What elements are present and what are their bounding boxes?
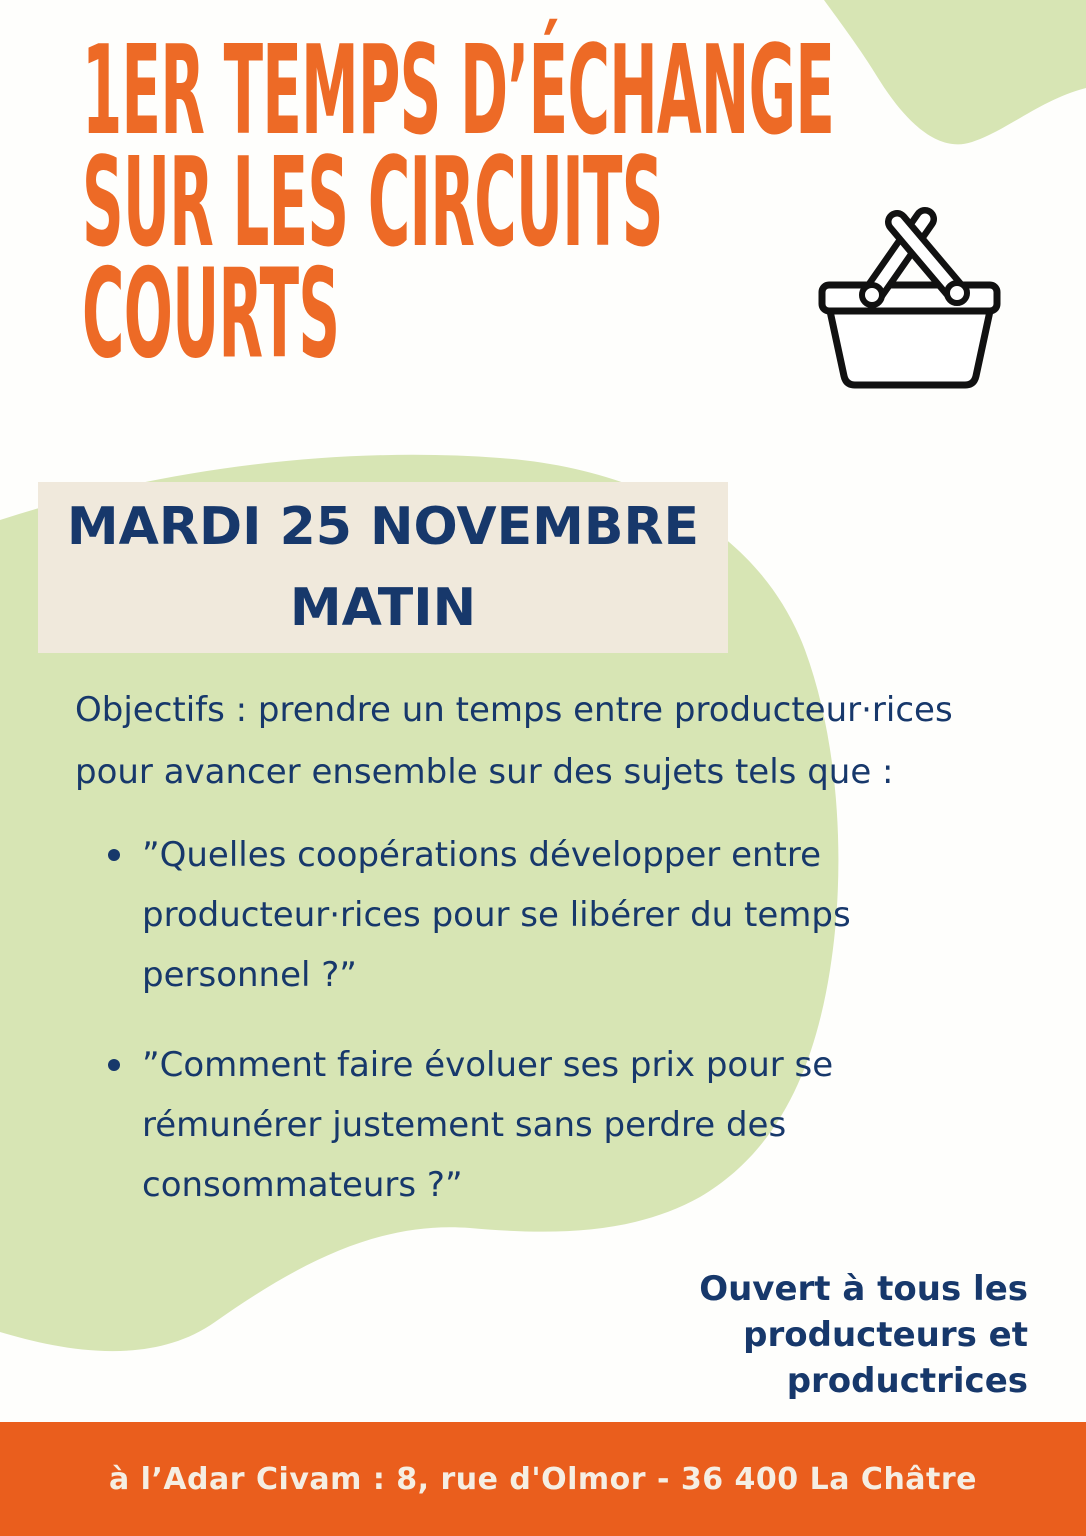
audience-line: Ouvert à tous les bbox=[699, 1269, 1028, 1309]
page-title-line: COURTS bbox=[82, 243, 340, 387]
topic-line: ”Quelles coopérations développer entre bbox=[142, 835, 822, 875]
page-title-line: SUR LES CIRCUITS bbox=[82, 131, 663, 276]
date-line-1: MARDI 25 NOVEMBRE bbox=[66, 496, 700, 557]
topic-line: producteur·rices pour se libérer du temps bbox=[142, 895, 851, 935]
topic-line: consommateurs ?” bbox=[142, 1165, 463, 1205]
topics-list bbox=[108, 825, 968, 1245]
page-title-line: 1ER TEMPS D’ÉCHANGE bbox=[82, 20, 835, 164]
objectives-text bbox=[75, 679, 953, 803]
audience-line: productrices bbox=[786, 1361, 1028, 1401]
audience-line: producteurs et bbox=[743, 1315, 1028, 1355]
topic-item bbox=[108, 1035, 968, 1215]
topic-line: personnel ?” bbox=[142, 955, 357, 995]
date-line-2: MATIN bbox=[289, 577, 477, 638]
page-title bbox=[82, 20, 835, 387]
green-blob-top-right bbox=[824, 0, 1086, 144]
footer-bar bbox=[0, 1422, 1086, 1536]
objectives-line: pour avancer ensemble sur des sujets tels que : bbox=[75, 752, 894, 792]
objectives-line: Objectifs : prendre un temps entre producteur·rices bbox=[75, 690, 953, 730]
date-banner bbox=[38, 482, 728, 653]
venue-address: à l’Adar Civam : 8, rue d'Olmor - 36 400 La Châtre bbox=[108, 1461, 978, 1497]
topic-line: ”Comment faire évoluer ses prix pour se bbox=[142, 1045, 834, 1085]
topic-item bbox=[108, 825, 968, 1005]
audience-note bbox=[699, 1266, 1028, 1404]
shopping-basket-icon bbox=[808, 205, 1008, 405]
topic-line: rémunérer justement sans perdre des bbox=[142, 1105, 787, 1145]
